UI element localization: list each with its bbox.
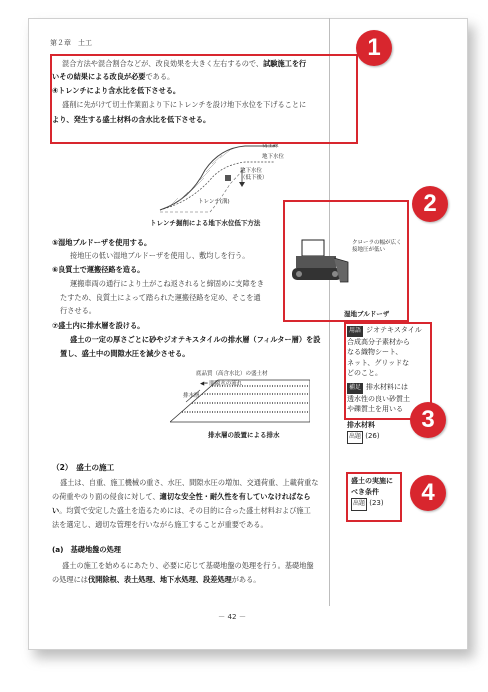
para1-line1: 混合方法や混合割合などが、改良効果を大きく左右するので、試験施工を行 (62, 59, 307, 68)
item7-heading: ⑦盛土内に排水層を設ける。 (52, 321, 145, 330)
item5-heading: ⑤湿地ブルドーザを使用する。 (52, 238, 152, 247)
ref2-title-cont: べき条件 (351, 488, 379, 496)
para3-line4: 法を選定し、適切な管理を行いながら施工することが重要である。 (52, 520, 268, 529)
supplement-tag: 補足 (347, 383, 363, 394)
figure3-caption: 排水層の設置による排水 (208, 431, 280, 439)
highlight-box-2 (283, 200, 409, 322)
ref2-link: 出題 (23) (351, 498, 384, 511)
badge-1: 1 (356, 30, 392, 66)
label-drain-layer: 排水層 (183, 393, 200, 399)
para3-line2: の荷重やのり面の侵食に対して、適切な安全性・耐久性を有していなければなら (52, 492, 311, 501)
label-lowered-water: 地下水位 （低下後） (240, 168, 268, 181)
figure1-caption: トレンチ掘削による地下水位低下方法 (150, 219, 261, 227)
section-heading-embankment: （2） 盛土の施工 (52, 463, 115, 472)
para4-line1: 盛土の施工を始めるにあたり、必要に応じて基礎地盤の処理を行う。基礎地盤 (62, 561, 314, 570)
label-pore-flow: ◀━ 間隙水の流れ (200, 381, 243, 387)
chapter-header: 第２章 土工 (50, 39, 92, 47)
glossary-geotextile: 用語 ジオテキスタイル 合成高分子素材から なる織物シート、 ネット、グリッドな どのこと。 (347, 326, 422, 377)
item6-heading: ⑥良質土で運搬径路を造る。 (52, 265, 145, 274)
ref1-link: 出題 (26) (347, 431, 380, 444)
label-trench: トレンチ(溝) (198, 199, 230, 205)
para1-line2: いその結果による改良が必要である。 (52, 72, 175, 81)
item4-heading: ④トレンチにより含水比を低下させる。 (52, 86, 181, 95)
para3-line3: い。均質で安定した盛土を造るためには、その目的に合った盛土材料および施工 (52, 506, 311, 515)
highlight-box-4 (346, 472, 402, 522)
label-poor-soil: 底品質（高含水比）の盛土材 (196, 371, 268, 377)
page-number: － 42 － (218, 612, 247, 621)
para1-line5: より、発生する盛土材料の含水比を低下させる。 (52, 115, 211, 124)
label-water-level: 地下水位 (262, 154, 285, 160)
para4-line2: の処理には伐開除根、表土処理、地下水処理、段差処理がある。 (52, 575, 261, 584)
badge-3: 3 (410, 402, 446, 438)
item7-line1: 盛土の一定の厚さごとに砂やジオテキスタイルの排水層（フィルター層）を設 (70, 335, 321, 344)
item7-line2: 置し、盛土中の間隙水圧を減少させる。 (60, 349, 190, 358)
highlight-box-1 (50, 54, 358, 144)
supplement-drain-material: 補足 排水材料には 透水性の良い砂質土 や礫質土を用いる (347, 383, 410, 413)
ref2-title: 盛土の実施に (351, 477, 393, 485)
para3-line1: 盛土は、自重、施工機械の重さ、水圧、間隙水圧の増加、交通荷重、上載荷重な (60, 478, 319, 487)
para1-line4: 盛削に先がけて切土作業面より下にトレンチを設け地下水位を下げることに (62, 100, 307, 109)
badge-4: 4 (410, 475, 446, 511)
section-heading-foundation: (a) 基礎地盤の処理 (52, 545, 121, 554)
figure2-caption: 湿地ブルドーザ (344, 310, 390, 318)
item6-line3: 行させる。 (60, 306, 96, 315)
bulldozer-note: クローラの幅が広く接地圧が低い (352, 240, 402, 253)
label-cut-line: 切土線 (262, 143, 279, 149)
badge-2: 2 (412, 186, 448, 222)
item5-text: 接地圧の低い湿地ブルドーザを使用し、敷均しを行う。 (70, 251, 250, 260)
item6-line2: たすため、良質土によって踏られた運搬径路を定め、そこを通 (60, 293, 261, 302)
ref1-title: 排水材料 (347, 421, 375, 429)
item6-line1: 運搬車両の通行により土がこね返されると締固めに支障をき (70, 279, 265, 288)
term-tag: 用語 (347, 326, 363, 337)
